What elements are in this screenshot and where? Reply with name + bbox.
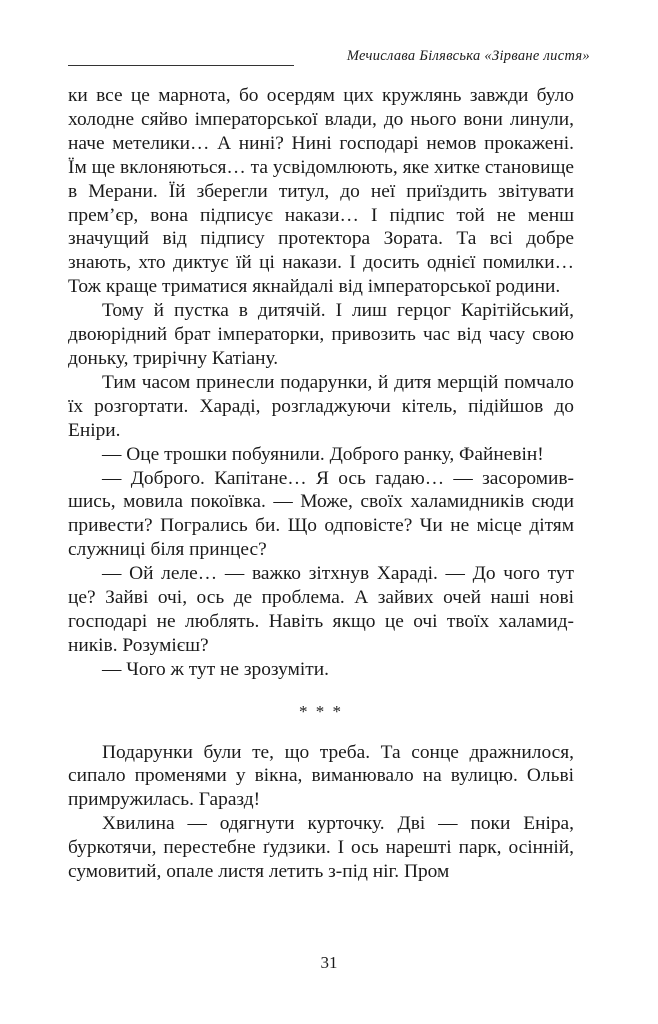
paragraph: ки все це марнота, бо осердям цих кружлянь завжди було холодне сяйво імператорської влади, до нього вони линули, наче метелики… А нині? Нині господарі немов прокажені. Їм ще вклоняються… та усвідомлюють, яке хитке становище в Мерани. Їй зберегли титул, до неї приїздить звітувати прем’єр, вона підписує накази… І підпис той не менш значущий від підпису протектора Зората. Та всі добре знають, хто диктує їй ці накази. І досить однієї помилки…Тож краще триматися якнайдалі від імператорської родини.: [68, 85, 574, 298]
dialogue-line: — Оце трошки побуянили. Доброго ранку, Файневін!: [102, 443, 544, 465]
paragraph: Хвилина — одягнути курточку. Дві — поки Еніра, буркотячи, перестебне ґудзики. І ось нарешті парк, осінній, сумовитий, опале листя летить з-під ніг. Пром: [68, 813, 574, 883]
paragraph: Тому й пустка в дитячій. І лиш герцог Карітійський, двоюрідний брат імператорки, привозить час від часу свою доньку, трирічну Катіану.: [68, 300, 574, 369]
paragraph: Подарунки були те, що треба. Та сонце дражнилося, сипало променями у вікна, виманювало на вулицю. Ольві примружилась. Гаразд!: [68, 741, 574, 811]
paragraph: Тим часом принесли подарунки, й дитя мерщій помчало їх розгортати. Хараді, розгладжуючи кітель, підійшов до Еніри.: [68, 371, 574, 441]
header-rule: [68, 65, 294, 66]
dialogue-line: — Доброго. Капітане… Я ось гадаю… — засоромившись, мовила покоївка. — Може, своїх халамидників сюди привести? Погрались би. Що одповісте? Чи не місце дітям служниці біля принцес?: [68, 467, 574, 561]
section-separator: * * *: [299, 701, 343, 721]
page-number: 31: [320, 953, 338, 972]
dialogue-line: — Ой леле… — важко зітхнув Хараді. — До чого тут це? Зайві очі, ось де проблема. А зайвих очей наші нові господарі не люблять. Навіть якщо це очі твоїх халамидників. Розумієш?: [68, 563, 574, 656]
dialogue-line: — Чого ж тут не зрозуміти.: [102, 658, 329, 680]
page-body: [68, 84, 574, 884]
running-header: [68, 48, 590, 68]
header-title: Мечислава Білявська «Зірване листя»: [346, 48, 590, 64]
